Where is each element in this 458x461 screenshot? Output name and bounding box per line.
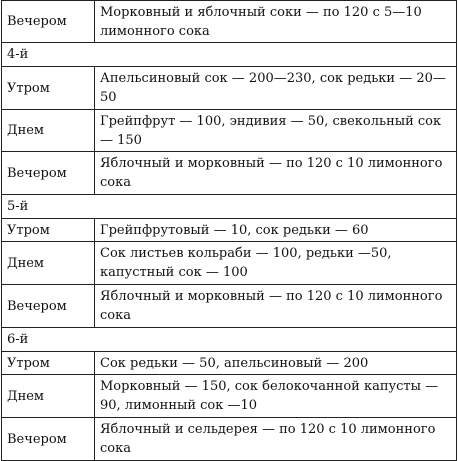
meal-row [2, 152, 457, 195]
meal-row [2, 110, 457, 152]
meal-juices: Грейпфрутовый — 10, сок редьки — 60 [95, 219, 457, 242]
day-header-row [2, 328, 457, 352]
day-label: 6-й [2, 328, 457, 352]
meal-juices: Морковный — 150, сок белокочанной капусты — 90, лимонный сок —10 [95, 375, 457, 418]
meal-time: Днем [2, 375, 95, 418]
meal-time: Вечером [2, 285, 95, 328]
meal-juices: Грейпфрут — 100, эндивия — 50, свекольный сок — 150 [95, 110, 457, 152]
meal-juices: Апельсиновый сок — 200—230, сок редьки — 20—50 [95, 67, 457, 110]
meal-time: Утром [2, 219, 95, 242]
meal-juices: Яблочный и сельдерея — по 120 с 10 лимонного сока [95, 418, 457, 461]
meal-row [2, 352, 457, 375]
juice-schedule-table [1, 0, 457, 461]
meal-juices: Сок листьев кольраби — 100, редьки —50, капустный сок — 100 [95, 242, 457, 285]
meal-time: Днем [2, 242, 95, 285]
day-header-row [2, 43, 457, 67]
day-header-row [2, 195, 457, 219]
day-label: 4-й [2, 43, 457, 67]
meal-row [2, 219, 457, 242]
day-label: 5-й [2, 195, 457, 219]
meal-row [2, 1, 457, 43]
meal-time: Вечером [2, 418, 95, 461]
meal-juices: Морковный и яблочный соки — по 120 с 5—10 лимонного сока [95, 1, 457, 43]
schedule-body [2, 1, 457, 461]
meal-time: Вечером [2, 152, 95, 195]
meal-row [2, 242, 457, 285]
meal-time: Вечером [2, 1, 95, 43]
meal-time: Днем [2, 110, 95, 152]
meal-row [2, 418, 457, 461]
meal-time: Утром [2, 352, 95, 375]
meal-row [2, 67, 457, 110]
meal-juices: Яблочный и морковный — по 120 с 10 лимонного сока [95, 152, 457, 195]
meal-juices: Сок редьки — 50, апельсиновый — 200 [95, 352, 457, 375]
meal-time: Утром [2, 67, 95, 110]
meal-juices: Яблочный и морковный — по 120 с 10 лимонного сока [95, 285, 457, 328]
meal-row [2, 285, 457, 328]
meal-row [2, 375, 457, 418]
